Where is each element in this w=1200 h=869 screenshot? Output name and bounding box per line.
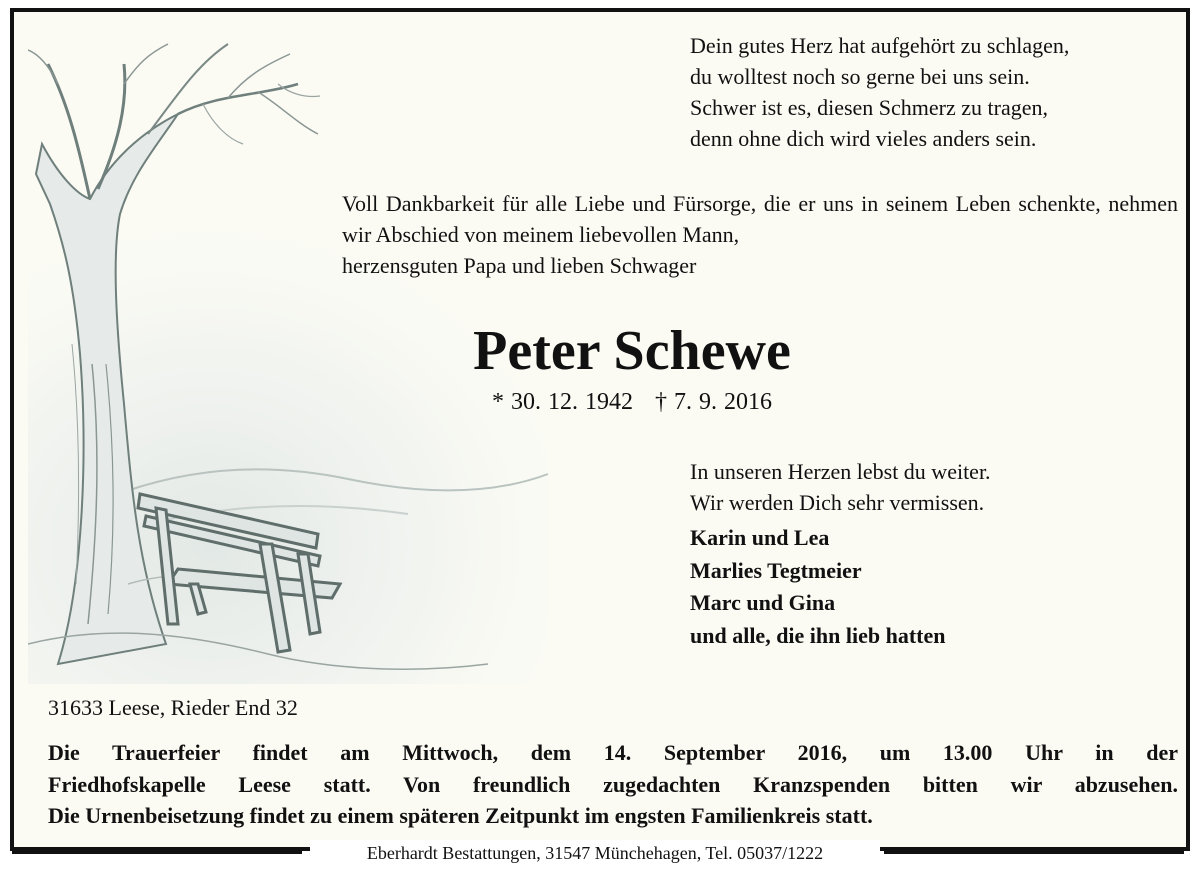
poem-line: Schwer ist es, diesen Schmerz zu tragen, [690,95,1048,120]
footer-rule-left [12,851,302,854]
birth-date: * 30. 12. 1942 [492,389,633,415]
family-address: 31633 Leese, Rieder End 32 [48,695,298,720]
death-date: † 7. 9. 2016 [655,389,772,415]
life-dates [314,386,950,418]
ceremony-line: Friedhofskapelle Leese statt. Von freundlich zugedachten Kranzspenden bitten wir abzusehen. [48,771,1178,797]
ceremony-line: Die Urnenbeisetzung findet zu einem späteren Zeitpunkt im engsten Familienkreis statt. [48,803,873,828]
farewell-line: Wir werden Dich sehr vermissen. [690,490,985,515]
farewell-introduction [342,188,1178,281]
poem-line: denn ohne dich wird vieles anders sein. [690,126,1037,151]
funeral-announcement [48,737,1178,832]
mourners-list [690,522,1170,652]
mourner-entry: Marc und Gina [690,590,836,615]
mourner-entry: und alle, die ihn lieb hatten [690,622,946,648]
deceased-name: Peter Schewe [473,320,791,382]
ceremony-line: Die Trauerfeier findet am Mittwoch, dem 14. September 2016, um 13.00 Uhr in der [48,740,1178,765]
poem-line: du wolltest noch so gerne bei uns sein. [690,64,1030,89]
funeral-home-footer: Eberhardt Bestattungen, 31547 Münchehagen, Tel. 05037/1222 [310,840,880,866]
farewell-line: In unseren Herzen lebst du weiter. [690,459,991,484]
farewell-lines [690,456,1170,518]
memorial-poem [690,30,1190,154]
obituary-frame [10,8,1190,851]
mourner-entry: Marlies Tegtmeier [690,557,862,583]
intro-line: Voll Dankbarkeit für alle Liebe und Fürsorge, die er uns in seinem [342,191,949,216]
intro-line: Leben schenkte, nehmen wir Abschied von meinem liebevollen Mann, [342,191,1179,247]
mourner-entry: Karin und Lea [690,525,830,550]
poem-line: Dein gutes Herz hat aufgehört zu schlagen, [690,33,1070,58]
footer-rule-right [884,851,1184,854]
intro-line: herzensguten Papa und lieben Schwager [342,253,697,278]
